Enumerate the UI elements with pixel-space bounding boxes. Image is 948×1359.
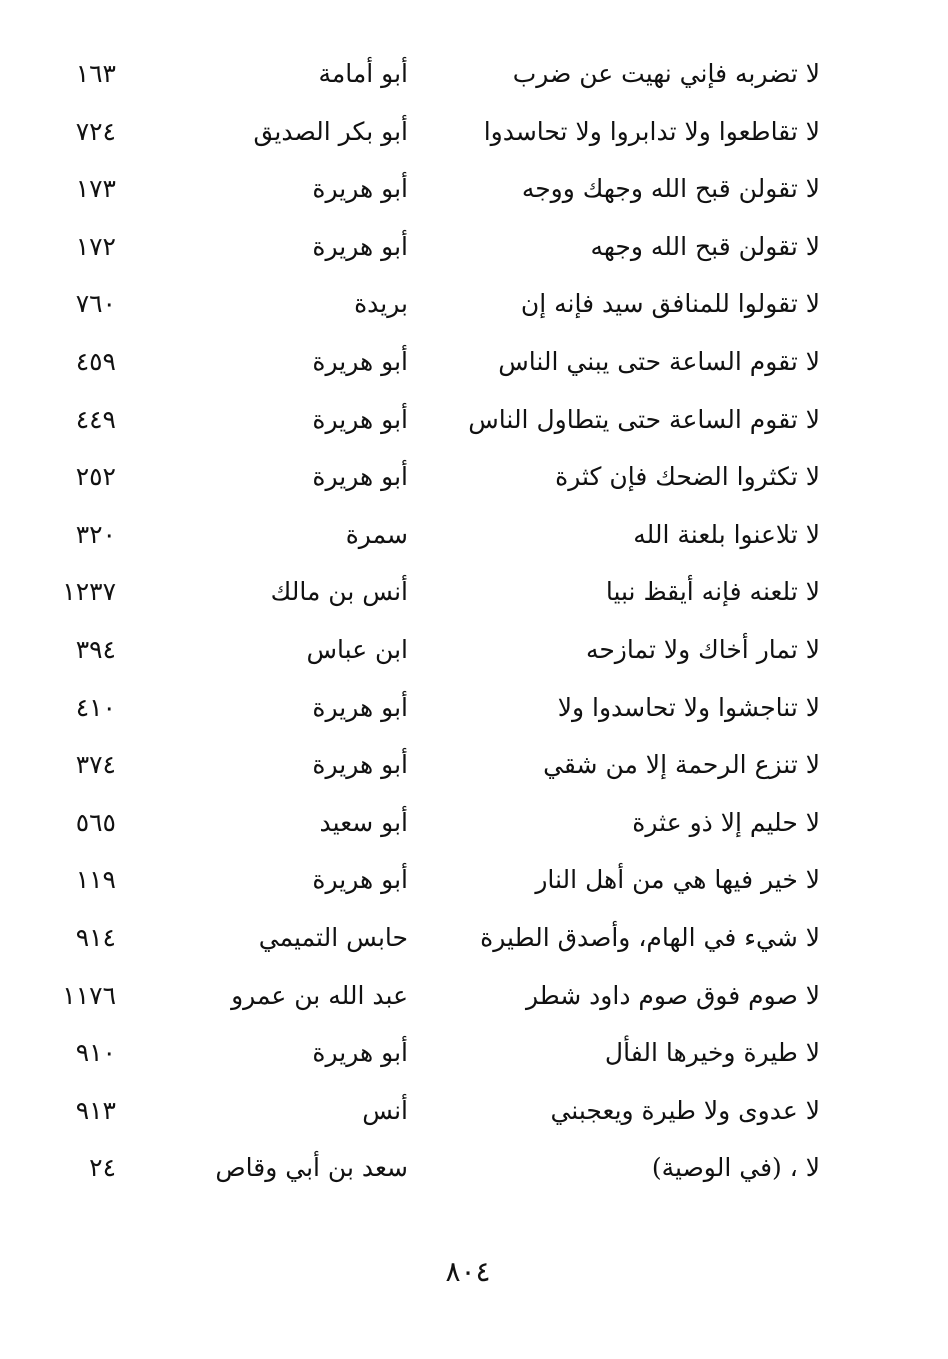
index-row	[0, 46, 948, 104]
index-row	[0, 564, 948, 622]
narrator-name: عبد الله بن عمرو	[231, 980, 408, 1010]
index-row	[0, 680, 948, 738]
page-reference: ٣٢٠	[75, 519, 116, 549]
page-reference: ١٢٣٧	[62, 577, 116, 607]
page-reference: ٤٥٩	[75, 346, 116, 376]
page-reference: ٧٢٤	[75, 116, 116, 146]
page-reference: ٣٧٤	[75, 750, 116, 780]
hadith-text: لا خير فيها هي من أهل النار	[535, 865, 820, 895]
index-row	[0, 449, 948, 507]
narrator-name: حابس التميمي	[258, 922, 408, 952]
hadith-text: لا صوم فوق صوم داود شطر	[525, 980, 820, 1010]
narrator-name: سعد بن أبي وقاص	[215, 1153, 408, 1183]
page-reference: ٧٦٠	[75, 289, 116, 319]
hadith-text: لا تناجشوا ولا تحاسدوا ولا	[557, 692, 820, 722]
page-reference: ٩١٠	[75, 1038, 116, 1068]
page-number: ٨٠٤	[445, 1255, 491, 1288]
narrator-name: أبو هريرة	[312, 404, 408, 434]
page-reference: ٤١٠	[75, 692, 116, 722]
page-footer	[0, 1255, 948, 1288]
hadith-text: لا طيرة وخيرها الفأل	[604, 1038, 820, 1068]
narrator-name: أنس	[362, 1095, 408, 1125]
index-row	[0, 507, 948, 565]
narrator-name: ابن عباس	[306, 634, 408, 664]
narrator-name: أبو هريرة	[312, 174, 408, 204]
index-row	[0, 104, 948, 162]
narrator-name: أبو هريرة	[312, 1038, 408, 1068]
hadith-text: لا تضربه فإني نهيت عن ضرب	[512, 59, 820, 88]
page-reference: ٩١٤	[75, 922, 116, 952]
index-row	[0, 161, 948, 219]
narrator-name: أبو هريرة	[312, 865, 408, 895]
narrator-name: أبو أمامة	[318, 59, 408, 88]
index-row	[0, 276, 948, 334]
page-reference: ٤٤٩	[75, 404, 116, 434]
page-reference: ١٧٣	[75, 174, 116, 204]
narrator-name: أبو هريرة	[312, 462, 408, 492]
hadith-text: لا حليم إلا ذو عثرة	[632, 807, 820, 837]
narrator-name: سمرة	[345, 519, 408, 549]
narrator-name: أبو سعيد	[319, 807, 408, 837]
page-reference: ١٦٣	[75, 59, 116, 88]
hadith-text: لا تقولن قبح الله وجهك ووجه	[521, 174, 820, 204]
index-row	[0, 795, 948, 853]
narrator-name: أبو هريرة	[312, 750, 408, 780]
page-reference: ١١٧٦	[62, 980, 116, 1010]
hadith-text: لا تنزع الرحمة إلا من شقي	[543, 750, 820, 780]
index-row	[0, 852, 948, 910]
page-reference: ٢٥٢	[75, 462, 116, 492]
index-row	[0, 1083, 948, 1141]
narrator-name: أبو هريرة	[312, 692, 408, 722]
hadith-text: لا تقوم الساعة حتى يبني الناس	[498, 346, 820, 376]
narrator-name: بريدة	[354, 289, 408, 319]
hadith-text: لا تقاطعوا ولا تدابروا ولا تحاسدوا	[483, 116, 820, 146]
hadith-text: لا ، (في الوصية)	[651, 1153, 820, 1183]
hadith-text: لا تلاعنوا بلعنة الله	[633, 519, 820, 549]
index-row	[0, 1140, 948, 1198]
hadith-text: لا تلعنه فإنه أيقظ نبيا	[605, 577, 820, 607]
page-reference: ٩١٣	[75, 1095, 116, 1125]
page-reference: ٣٩٤	[75, 634, 116, 664]
page-reference: ٢٤	[89, 1153, 116, 1183]
index-row	[0, 392, 948, 450]
index-row	[0, 1025, 948, 1083]
hadith-text: لا تقولن قبح الله وجهه	[590, 231, 820, 261]
page-reference: ١٧٢	[75, 231, 116, 261]
index-row	[0, 334, 948, 392]
narrator-name: أبو بكر الصديق	[253, 116, 408, 146]
index-row	[0, 910, 948, 968]
hadith-text: لا تكثروا الضحك فإن كثرة	[555, 462, 820, 492]
index-row	[0, 968, 948, 1026]
narrator-name: أنس بن مالك	[270, 577, 408, 607]
hadith-text: لا تمار أخاك ولا تمازحه	[585, 634, 820, 664]
hadith-text: لا تقوم الساعة حتى يتطاول الناس	[468, 404, 820, 434]
index-row	[0, 622, 948, 680]
hadith-text: لا عدوى ولا طيرة ويعجبني	[550, 1095, 820, 1125]
hadith-text: لا شيء في الهام، وأصدق الطيرة	[480, 922, 820, 952]
narrator-name: أبو هريرة	[312, 231, 408, 261]
page-reference: ١١٩	[75, 865, 116, 895]
index-row	[0, 219, 948, 277]
hadith-index-list	[0, 46, 948, 1198]
page-reference: ٥٦٥	[75, 807, 116, 837]
hadith-text: لا تقولوا للمنافق سيد فإنه إن	[520, 289, 820, 319]
index-row	[0, 737, 948, 795]
narrator-name: أبو هريرة	[312, 346, 408, 376]
